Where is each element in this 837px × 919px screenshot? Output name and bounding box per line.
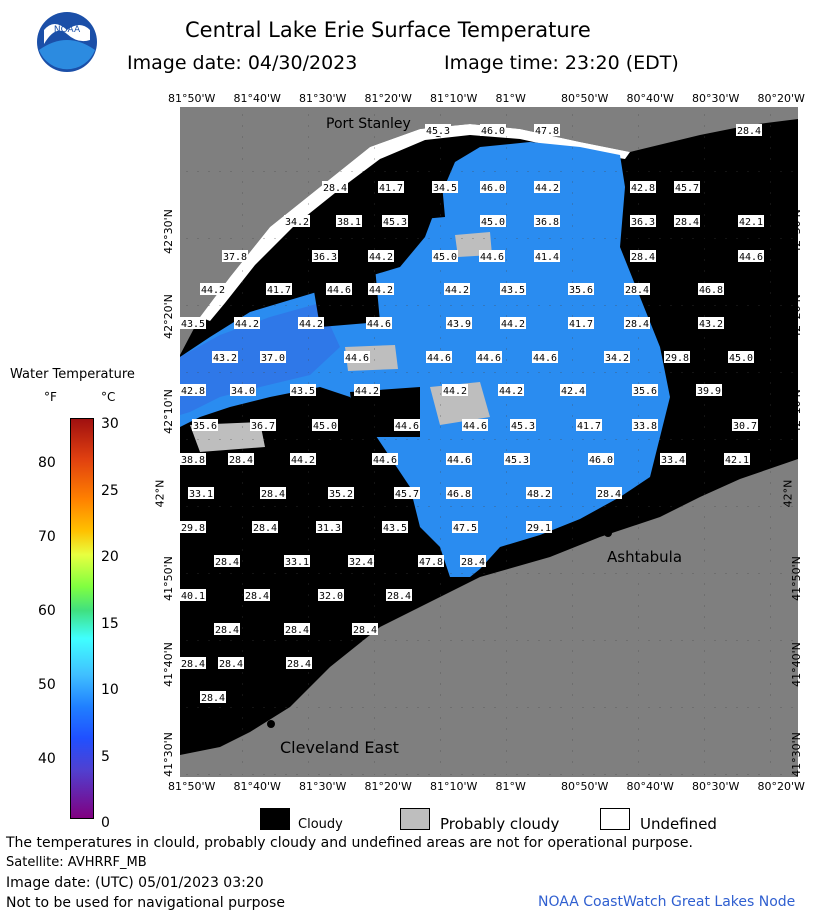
temperature-label [180, 384, 206, 397]
svg-text:44.6: 44.6 [479, 252, 505, 263]
temperature-label [260, 487, 286, 500]
legend-f-tick: 40 [38, 751, 56, 767]
svg-text:34.2: 34.2 [284, 217, 310, 228]
temperature-label [479, 250, 505, 263]
temperature-label [460, 555, 486, 568]
temperature-label [444, 283, 470, 296]
temperature-label [632, 384, 658, 397]
temperature-label [432, 181, 458, 194]
temperature-label [348, 555, 374, 568]
svg-text:46.0: 46.0 [480, 183, 506, 194]
svg-text:28.4: 28.4 [322, 183, 348, 194]
temperature-label [312, 419, 338, 432]
temperature-label [382, 521, 408, 534]
svg-text:44.2: 44.2 [444, 285, 470, 296]
svg-text:37.0: 37.0 [260, 353, 286, 364]
lon-label-top: 81°20'W [364, 92, 412, 105]
temperature-label [674, 181, 700, 194]
ashtabula-marker [604, 529, 612, 537]
temperature-label [732, 419, 758, 432]
svg-text:44.6: 44.6 [462, 421, 488, 432]
color-scale-bar [70, 418, 94, 819]
lon-label-top: 80°50'W [561, 92, 609, 105]
svg-text:44.6: 44.6 [344, 353, 370, 364]
temperature-label [244, 589, 270, 602]
svg-text:28.4: 28.4 [624, 285, 650, 296]
legend-f-tick: 70 [38, 529, 56, 545]
temperature-label [698, 283, 724, 296]
legend-c-tick: 5 [101, 748, 110, 765]
temperature-label [534, 250, 560, 263]
temperature-label [632, 419, 658, 432]
svg-text:35.6: 35.6 [632, 386, 658, 397]
svg-text:34.2: 34.2 [604, 353, 630, 364]
svg-text:28.4: 28.4 [630, 252, 656, 263]
temperature-label [425, 124, 451, 137]
svg-text:46.0: 46.0 [480, 126, 506, 137]
lat-label-left: 42°30'N [161, 209, 175, 254]
temperature-label [286, 657, 312, 670]
svg-text:44.2: 44.2 [534, 183, 560, 194]
lon-label-top: 81°W [495, 92, 526, 105]
temperature-label [500, 283, 526, 296]
svg-text:33.4: 33.4 [660, 455, 686, 466]
svg-text:36.7: 36.7 [250, 421, 276, 432]
svg-text:28.4: 28.4 [352, 625, 378, 636]
svg-text:43.5: 43.5 [382, 523, 408, 534]
temperature-label [526, 521, 552, 534]
temperature-label [344, 351, 370, 364]
svg-text:43.2: 43.2 [698, 319, 724, 330]
svg-text:41.7: 41.7 [378, 183, 404, 194]
temperature-label [180, 589, 206, 602]
lon-label-bottom: 80°50'W [561, 780, 609, 793]
svg-text:42.1: 42.1 [724, 455, 750, 466]
temperature-label [426, 351, 452, 364]
temperature-label [290, 384, 316, 397]
temperature-label [432, 250, 458, 263]
svg-text:45.7: 45.7 [674, 183, 700, 194]
svg-text:44.6: 44.6 [738, 252, 764, 263]
ashtabula-label: Ashtabula [607, 548, 683, 566]
lat-label-left: 42°20'N [161, 294, 175, 339]
svg-text:44.6: 44.6 [394, 421, 420, 432]
temperature-label [630, 250, 656, 263]
legend-c-unit: °C [101, 390, 116, 404]
temperature-label [498, 384, 524, 397]
temperature-label [298, 317, 324, 330]
svg-text:43.5: 43.5 [180, 319, 206, 330]
temperature-label [366, 317, 392, 330]
svg-text:47.5: 47.5 [452, 523, 478, 534]
svg-text:35.2: 35.2 [328, 489, 354, 500]
temperature-label [394, 487, 420, 500]
svg-text:28.4: 28.4 [260, 489, 286, 500]
svg-text:45.3: 45.3 [504, 455, 530, 466]
temperature-label [660, 453, 686, 466]
map-title: Central Lake Erie Surface Temperature [185, 18, 591, 42]
lat-label-left: 41°40'N [161, 642, 175, 687]
lon-label-bottom: 80°20'W [757, 780, 805, 793]
svg-text:35.6: 35.6 [568, 285, 594, 296]
svg-text:29.8: 29.8 [664, 353, 690, 364]
temperature-label [328, 487, 354, 500]
key-probably-cloudy-label: Probably cloudy [440, 815, 560, 833]
credit: NOAA CoastWatch Great Lakes Node [538, 894, 796, 910]
svg-text:45.0: 45.0 [312, 421, 338, 432]
key-undefined-swatch [600, 808, 630, 830]
svg-text:45.3: 45.3 [425, 126, 451, 137]
temperature-label [624, 283, 650, 296]
svg-text:48.2: 48.2 [526, 489, 552, 500]
temperature-label [252, 521, 278, 534]
lat-label-right: 42°10'N [789, 389, 803, 434]
svg-text:38.1: 38.1 [336, 217, 362, 228]
temperature-map [180, 107, 798, 777]
svg-text:32.4: 32.4 [348, 557, 374, 568]
svg-text:43.2: 43.2 [212, 353, 238, 364]
svg-text:28.4: 28.4 [218, 659, 244, 670]
temperature-label [630, 215, 656, 228]
temperature-label [180, 317, 206, 330]
svg-text:46.8: 46.8 [698, 285, 724, 296]
temperature-label [266, 283, 292, 296]
image-date: Image date: 04/30/2023 [127, 52, 358, 74]
legend-c-tick: 10 [101, 682, 119, 698]
temperature-label [674, 215, 700, 228]
svg-text:44.2: 44.2 [298, 319, 324, 330]
temperature-label [200, 691, 226, 704]
temperature-label [352, 623, 378, 636]
image-time: Image time: 23:20 (EDT) [444, 52, 679, 74]
temperature-label [316, 521, 342, 534]
svg-text:34.5: 34.5 [432, 183, 458, 194]
temperature-label [568, 283, 594, 296]
temperature-label [696, 384, 722, 397]
svg-text:44.2: 44.2 [290, 455, 316, 466]
lon-label-bottom: 80°30'W [692, 780, 740, 793]
svg-text:45.0: 45.0 [728, 353, 754, 364]
temperature-label [284, 623, 310, 636]
svg-text:36.3: 36.3 [630, 217, 656, 228]
lon-label-top: 81°30'W [299, 92, 347, 105]
svg-text:42.8: 42.8 [180, 386, 206, 397]
lat-label-right: 41°30'N [789, 732, 803, 777]
lat-label-left: 41°30'N [161, 732, 175, 777]
svg-text:41.7: 41.7 [576, 421, 602, 432]
svg-text:33.1: 33.1 [188, 489, 214, 500]
temperature-label [228, 453, 254, 466]
temperature-label [462, 419, 488, 432]
lat-label-left: 42°N [153, 479, 167, 508]
lat-label-right: 41°40'N [789, 642, 803, 687]
temperature-label [290, 453, 316, 466]
temperature-label [180, 657, 206, 670]
svg-text:47.8: 47.8 [418, 557, 444, 568]
lon-label-bottom: 81°30'W [299, 780, 347, 793]
temperature-label [322, 181, 348, 194]
temperature-label [504, 453, 530, 466]
temperature-label [446, 317, 472, 330]
svg-text:45.3: 45.3 [382, 217, 408, 228]
svg-text:32.0: 32.0 [318, 591, 344, 602]
svg-text:28.4: 28.4 [200, 693, 226, 704]
temperature-label [604, 351, 630, 364]
temperature-label [480, 181, 506, 194]
temperature-label [630, 181, 656, 194]
svg-text:44.6: 44.6 [446, 455, 472, 466]
svg-text:28.4: 28.4 [244, 591, 270, 602]
legend-title: Water Temperature [10, 367, 135, 382]
svg-text:44.6: 44.6 [532, 353, 558, 364]
svg-text:42.1: 42.1 [738, 217, 764, 228]
legend-f-tick: 50 [38, 677, 56, 693]
temperature-label [418, 555, 444, 568]
temperature-label [510, 419, 536, 432]
temperature-label [326, 283, 352, 296]
temperature-label [534, 215, 560, 228]
svg-text:41.7: 41.7 [266, 285, 292, 296]
lon-label-bottom: 81°10'W [430, 780, 478, 793]
lon-label-top: 81°40'W [233, 92, 281, 105]
temperature-label [576, 419, 602, 432]
lon-label-top: 80°40'W [626, 92, 674, 105]
temperature-label [738, 215, 764, 228]
svg-text:28.4: 28.4 [180, 659, 206, 670]
temperature-label [532, 351, 558, 364]
lat-label-right: 41°50'N [789, 556, 803, 601]
temperature-label [738, 250, 764, 263]
temperature-label [378, 181, 404, 194]
svg-text:43.9: 43.9 [446, 319, 472, 330]
svg-text:28.4: 28.4 [214, 625, 240, 636]
svg-text:41.4: 41.4 [534, 252, 560, 263]
temperature-label [260, 351, 286, 364]
svg-text:29.1: 29.1 [526, 523, 552, 534]
temperature-label [736, 124, 762, 137]
temperature-label [372, 453, 398, 466]
svg-text:28.4: 28.4 [286, 659, 312, 670]
svg-text:28.4: 28.4 [624, 319, 650, 330]
temperature-label [500, 317, 526, 330]
temperature-label [534, 181, 560, 194]
key-probably-cloudy-swatch [400, 808, 430, 830]
svg-text:45.0: 45.0 [432, 252, 458, 263]
svg-text:44.6: 44.6 [372, 455, 398, 466]
temperature-label [382, 215, 408, 228]
temperature-label [214, 623, 240, 636]
disclaimer: The temperatures in clould, probably cloudy and undefined areas are not for operational purpose. [6, 835, 693, 851]
temperature-label [526, 487, 552, 500]
svg-text:28.4: 28.4 [736, 126, 762, 137]
temperature-label [596, 487, 622, 500]
legend-c-tick: 25 [101, 482, 119, 499]
temperature-label [480, 215, 506, 228]
svg-text:36.3: 36.3 [312, 252, 338, 263]
svg-text:44.2: 44.2 [200, 285, 226, 296]
temperature-label [394, 419, 420, 432]
svg-text:38.8: 38.8 [180, 455, 206, 466]
svg-text:44.2: 44.2 [442, 386, 468, 397]
lon-label-top: 80°20'W [757, 92, 805, 105]
temperature-label [446, 487, 472, 500]
legend-c-tick: 20 [101, 549, 119, 565]
svg-text:39.9: 39.9 [696, 386, 722, 397]
temperature-label [188, 487, 214, 500]
legend-c-tick: 30 [101, 416, 119, 432]
graticule [180, 107, 798, 777]
noaa-logo [36, 10, 98, 74]
temperature-label [230, 384, 256, 397]
utc-date: Image date: (UTC) 05/01/2023 03:20 [6, 875, 264, 891]
svg-text:44.6: 44.6 [366, 319, 392, 330]
svg-text:47.8: 47.8 [534, 126, 560, 137]
svg-text:42.4: 42.4 [560, 386, 586, 397]
temperature-label [480, 124, 506, 137]
lat-label-left: 41°50'N [161, 556, 175, 601]
lat-label-right: 42°N [781, 479, 795, 508]
svg-text:30.7: 30.7 [732, 421, 758, 432]
temperature-label [588, 453, 614, 466]
svg-text:44.2: 44.2 [500, 319, 526, 330]
svg-text:44.2: 44.2 [368, 252, 394, 263]
temperature-label [222, 250, 248, 263]
lon-label-bottom: 81°50'W [168, 780, 216, 793]
lon-label-bottom: 81°20'W [364, 780, 412, 793]
temperature-label [200, 283, 226, 296]
svg-text:33.8: 33.8 [632, 421, 658, 432]
svg-text:45.0: 45.0 [480, 217, 506, 228]
legend-c-tick: 15 [101, 615, 119, 632]
temperature-label [318, 589, 344, 602]
svg-text:28.4: 28.4 [252, 523, 278, 534]
cleveland-east-label: Cleveland East [280, 738, 399, 757]
temperature-label [476, 351, 502, 364]
temperature-label [446, 453, 472, 466]
svg-text:34.0: 34.0 [230, 386, 256, 397]
temperature-label [368, 250, 394, 263]
temperature-label [534, 124, 560, 137]
key-cloudy-swatch [260, 808, 290, 830]
legend-f-tick: 60 [38, 603, 56, 619]
temperature-label [284, 215, 310, 228]
svg-text:46.0: 46.0 [588, 455, 614, 466]
svg-text:44.2: 44.2 [354, 386, 380, 397]
temperature-label [452, 521, 478, 534]
legend-f-tick: 80 [38, 455, 56, 471]
svg-text:28.4: 28.4 [674, 217, 700, 228]
svg-text:31.3: 31.3 [316, 523, 342, 534]
svg-text:42.8: 42.8 [630, 183, 656, 194]
temperature-label [728, 351, 754, 364]
svg-text:28.4: 28.4 [386, 591, 412, 602]
nav-warning: Not to be used for navigational purpose [6, 895, 285, 911]
temperature-label [234, 317, 260, 330]
lon-label-top: 80°30'W [692, 92, 740, 105]
temperature-label [250, 419, 276, 432]
svg-text:43.5: 43.5 [290, 386, 316, 397]
svg-text:44.6: 44.6 [326, 285, 352, 296]
lat-label-left: 42°10'N [161, 389, 175, 434]
svg-text:46.8: 46.8 [446, 489, 472, 500]
temperature-label [180, 453, 206, 466]
port-stanley-label: Port Stanley [326, 116, 411, 132]
temperature-label [312, 250, 338, 263]
satellite: Satellite: AVHRRF_MB [6, 855, 147, 870]
temperature-label [664, 351, 690, 364]
svg-text:40.1: 40.1 [180, 591, 206, 602]
lon-label-top: 81°50'W [168, 92, 216, 105]
temperature-label [724, 453, 750, 466]
temperature-label [180, 521, 206, 534]
temperature-label [218, 657, 244, 670]
temperature-label [568, 317, 594, 330]
key-cloudy-label: Cloudy [298, 817, 343, 832]
temperature-label [192, 419, 218, 432]
temperature-label [214, 555, 240, 568]
svg-text:44.2: 44.2 [498, 386, 524, 397]
svg-text:33.1: 33.1 [284, 557, 310, 568]
svg-text:43.5: 43.5 [500, 285, 526, 296]
temperature-label [354, 384, 380, 397]
temperature-label [368, 283, 394, 296]
lat-label-right: 42°20'N [789, 294, 803, 339]
svg-text:45.3: 45.3 [510, 421, 536, 432]
svg-text:44.6: 44.6 [476, 353, 502, 364]
svg-text:41.7: 41.7 [568, 319, 594, 330]
svg-text:28.4: 28.4 [228, 455, 254, 466]
legend-f-unit: °F [44, 390, 57, 404]
svg-text:28.4: 28.4 [460, 557, 486, 568]
svg-text:29.8: 29.8 [180, 523, 206, 534]
lon-label-bottom: 81°W [495, 780, 526, 793]
temperature-label [442, 384, 468, 397]
svg-text:28.4: 28.4 [284, 625, 310, 636]
svg-text:44.2: 44.2 [234, 319, 260, 330]
temperature-label [560, 384, 586, 397]
temperature-label [698, 317, 724, 330]
svg-text:28.4: 28.4 [214, 557, 240, 568]
svg-text:44.2: 44.2 [368, 285, 394, 296]
lon-label-bottom: 81°40'W [233, 780, 281, 793]
svg-text:35.6: 35.6 [192, 421, 218, 432]
svg-text:37.8: 37.8 [222, 252, 248, 263]
lon-label-bottom: 80°40'W [626, 780, 674, 793]
svg-text:28.4: 28.4 [596, 489, 622, 500]
key-undefined-label: Undefined [640, 815, 717, 833]
svg-text:44.6: 44.6 [426, 353, 452, 364]
temperature-label [284, 555, 310, 568]
temperature-label [336, 215, 362, 228]
legend-c-tick: 0 [101, 815, 110, 831]
temperature-label [386, 589, 412, 602]
temperature-label [212, 351, 238, 364]
svg-text:36.8: 36.8 [534, 217, 560, 228]
cleveland-east-marker [267, 720, 275, 728]
temperature-label [624, 317, 650, 330]
svg-text:45.7: 45.7 [394, 489, 420, 500]
lat-label-right: 42°30'N [789, 209, 803, 254]
svg-text:NOAA: NOAA [53, 25, 81, 35]
lon-label-top: 81°10'W [430, 92, 478, 105]
